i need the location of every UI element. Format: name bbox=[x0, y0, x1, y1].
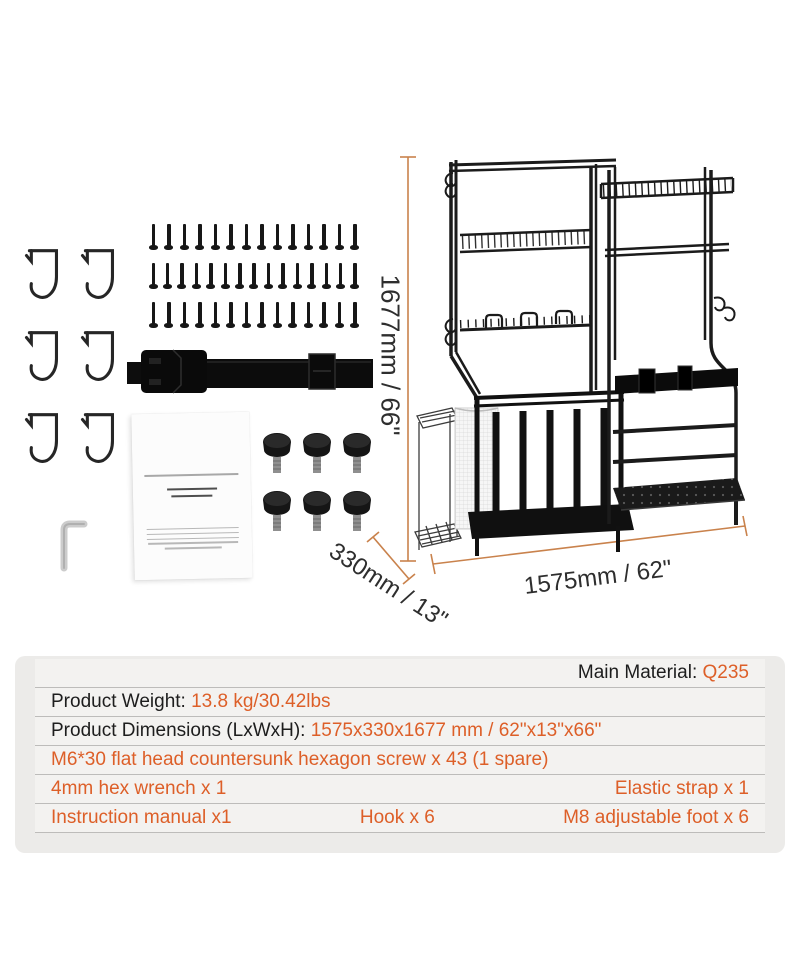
spec-cell: 4mm hex wrench x 1 bbox=[51, 778, 227, 799]
adjustable-feet-group bbox=[260, 430, 374, 534]
hook-icon bbox=[74, 325, 120, 383]
screw-row bbox=[147, 302, 361, 329]
strap-on-rack bbox=[615, 366, 738, 394]
manual-paragraph-line bbox=[147, 527, 239, 530]
manual-subtitle-line bbox=[171, 495, 212, 498]
screw-row bbox=[147, 263, 361, 290]
screw-icon bbox=[209, 302, 221, 329]
screw-icon bbox=[318, 224, 330, 251]
screw-icon bbox=[318, 302, 330, 329]
screw-icon bbox=[262, 263, 274, 290]
spec-cell: Elastic strap x 1 bbox=[614, 778, 749, 799]
instruction-manual bbox=[131, 412, 252, 580]
screw-icon bbox=[240, 224, 252, 251]
adjustable-foot-icon bbox=[260, 430, 294, 476]
screw-icon bbox=[178, 302, 190, 329]
screw-icon bbox=[277, 263, 289, 290]
hook-icon bbox=[74, 243, 120, 301]
adjustable-foot-icon bbox=[260, 488, 294, 534]
spec-row bbox=[35, 688, 765, 717]
perforated-shelf bbox=[613, 478, 745, 510]
screw-icon bbox=[271, 302, 283, 329]
height-dimension-label: 1677mm / 66" bbox=[375, 274, 406, 436]
screw-icon bbox=[219, 263, 231, 290]
screw-icon bbox=[225, 302, 237, 329]
screw-icon bbox=[320, 263, 332, 290]
screw-icon bbox=[256, 302, 268, 329]
screw-icon bbox=[306, 263, 318, 290]
manual-paragraph-line bbox=[147, 537, 239, 540]
manual-title-line bbox=[167, 487, 217, 490]
screw-icon bbox=[271, 224, 283, 251]
screw-icon bbox=[147, 224, 159, 251]
screw-icon bbox=[334, 263, 346, 290]
screw-icon bbox=[178, 224, 190, 251]
hook-icon bbox=[18, 243, 64, 301]
spec-row bbox=[35, 746, 765, 775]
hook-icon bbox=[18, 325, 64, 383]
screw-icon bbox=[163, 302, 175, 329]
left-tower bbox=[446, 160, 616, 398]
screw-icon bbox=[163, 224, 175, 251]
spec-cell: M8 adjustable foot x 6 bbox=[563, 807, 749, 828]
spec-row bbox=[35, 775, 765, 804]
screw-icon bbox=[287, 224, 299, 251]
elastic-strap-icon bbox=[123, 346, 377, 401]
screw-icon bbox=[333, 302, 345, 329]
spec-cell: Product Weight: 13.8 kg/30.42lbs bbox=[51, 691, 331, 712]
spec-row bbox=[35, 717, 765, 746]
screw-icon bbox=[190, 263, 202, 290]
screw-icon bbox=[161, 263, 173, 290]
screw-icon bbox=[256, 224, 268, 251]
spec-table bbox=[15, 656, 785, 853]
screw-icon bbox=[234, 263, 246, 290]
screw-icon bbox=[302, 302, 314, 329]
screw-icon bbox=[240, 302, 252, 329]
width-dimension-label: 1575mm / 62" bbox=[522, 555, 674, 600]
screw-icon bbox=[287, 302, 299, 329]
spec-cell: M6*30 flat head countersunk hexagon screw x 43 (1 spare) bbox=[51, 749, 549, 770]
screw-icon bbox=[302, 224, 314, 251]
manual-paragraph-line bbox=[165, 547, 222, 549]
adjustable-foot-icon bbox=[300, 430, 334, 476]
screw-icon bbox=[176, 263, 188, 290]
spec-row bbox=[35, 804, 765, 833]
screw-icon bbox=[205, 263, 217, 290]
depth-dimension-label: 330mm / 13" bbox=[324, 537, 453, 634]
screw-row bbox=[147, 224, 361, 251]
wire-basket-stand bbox=[415, 408, 461, 550]
screw-icon bbox=[225, 224, 237, 251]
screw-icon bbox=[147, 302, 159, 329]
spec-cell: Main Material: Q235 bbox=[577, 662, 749, 683]
spec-cell: Hook x 6 bbox=[359, 807, 435, 828]
screw-icon bbox=[194, 224, 206, 251]
screw-icon bbox=[194, 302, 206, 329]
screw-icon bbox=[333, 224, 345, 251]
spec-cell: Instruction manual x1 bbox=[51, 807, 232, 828]
manual-fine-print-line bbox=[144, 473, 238, 476]
spec-row bbox=[35, 659, 765, 688]
hook-icon bbox=[18, 407, 64, 465]
spec-cell: Product Dimensions (LxWxH): 1575x330x1677 mm / 62"x13"x66" bbox=[51, 720, 602, 741]
screw-icon bbox=[147, 263, 159, 290]
hook-icon bbox=[74, 407, 120, 465]
screw-icon bbox=[291, 263, 303, 290]
manual-paragraph-line bbox=[148, 542, 238, 545]
screw-icon bbox=[248, 263, 260, 290]
manual-paragraph-line bbox=[147, 532, 239, 535]
hex-wrench-icon bbox=[55, 517, 91, 578]
screws-group bbox=[147, 224, 361, 341]
hooks-group bbox=[18, 243, 122, 465]
adjustable-foot-icon bbox=[300, 488, 334, 534]
screw-icon bbox=[209, 224, 221, 251]
